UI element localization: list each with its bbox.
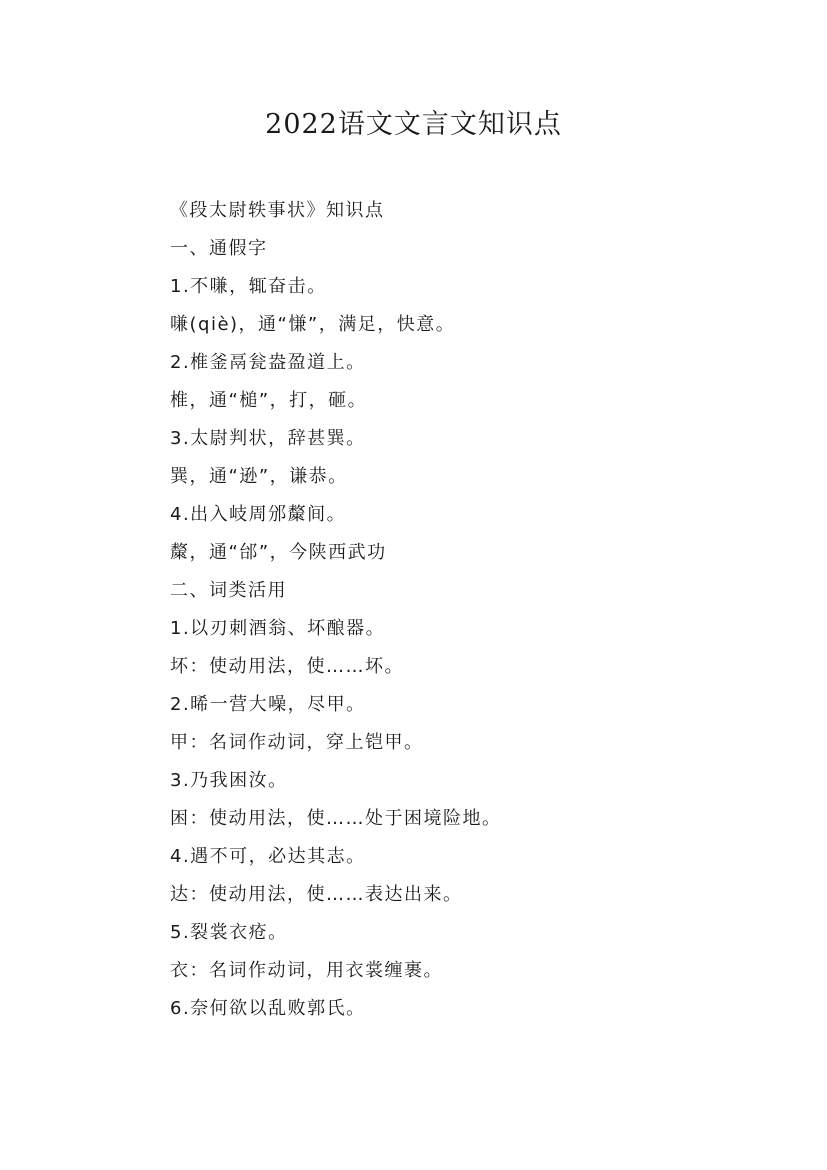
example-sentence: 6.奈何欲以乱败郭氏。	[170, 998, 366, 1019]
explanation-line: 坏：使动用法，使……坏。	[170, 656, 404, 677]
example-sentence: 3.太尉判状，辞甚巽。	[170, 428, 366, 449]
example-sentence: 4.出入岐周邠斄间。	[170, 504, 347, 525]
subsection-heading: 二、词类活用	[170, 580, 287, 601]
explanation-line: 嗛(qiè)，通“慊”，满足，快意。	[170, 314, 456, 335]
explanation-line: 困：使动用法，使……处于困境险地。	[170, 808, 502, 829]
example-sentence: 1.以刃刺酒翁、坏酿器。	[170, 618, 386, 639]
example-sentence: 2.椎釜鬲瓮盎盈道上。	[170, 352, 366, 373]
explanation-line: 椎，通“槌”，打，砸。	[170, 390, 368, 411]
subsection-heading: 一、通假字	[170, 238, 268, 259]
explanation-line: 甲：名词作动词，穿上铠甲。	[170, 732, 424, 753]
document-title: 2022语文文言文知识点	[265, 109, 562, 140]
example-sentence: 5.裂裳衣疮。	[170, 922, 288, 943]
explanation-line: 达：使动用法，使……表达出来。	[170, 884, 463, 905]
explanation-line: 巽，通“逊”，谦恭。	[170, 466, 348, 487]
document-body	[170, 196, 770, 1032]
explanation-line: 衣：名词作动词，用衣裳缠裹。	[170, 960, 443, 981]
example-sentence: 4.遇不可，必达其志。	[170, 846, 366, 867]
example-sentence: 1.不嗛，辄奋击。	[170, 276, 327, 297]
explanation-line: 斄，通“邰”，今陕西武功	[170, 542, 387, 563]
example-sentence: 3.乃我困汝。	[170, 770, 288, 791]
example-sentence: 2.晞一营大噪，尽甲。	[170, 694, 366, 715]
section-heading: 《段太尉轶事状》知识点	[170, 200, 385, 221]
